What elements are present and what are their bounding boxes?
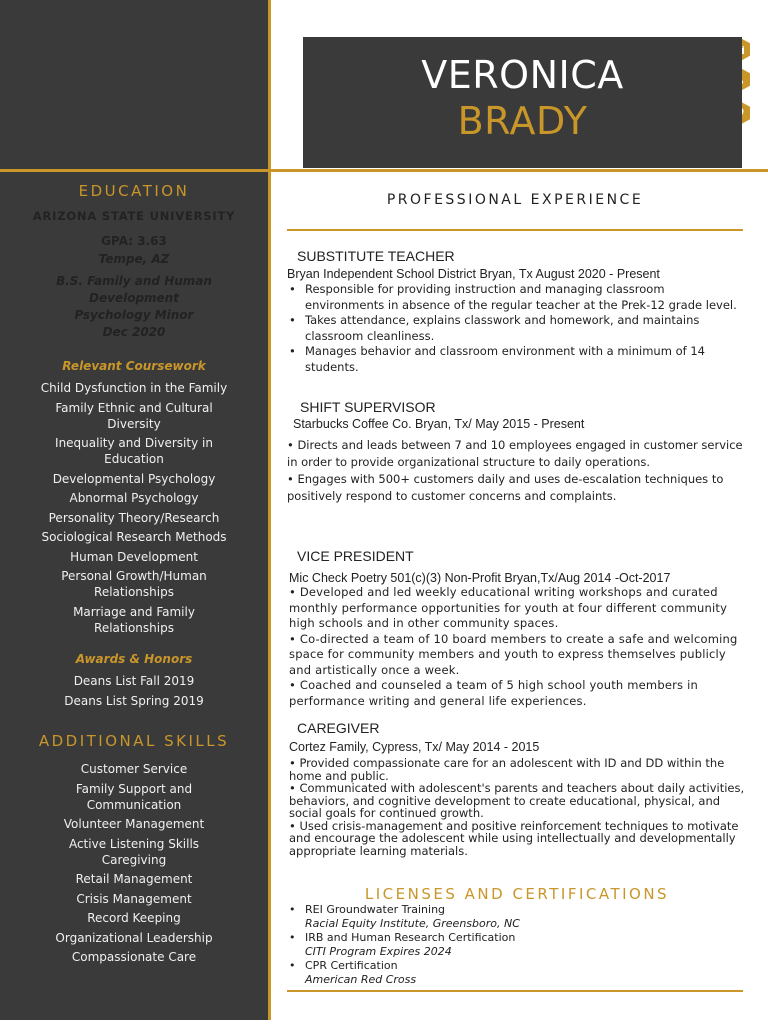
license-issuer: Racial Equity Institute, Greensboro, NC — [305, 917, 520, 930]
coursework-item: Sociological Research Methods — [41, 530, 227, 544]
coursework-item: Personality Theory/Research — [48, 510, 220, 525]
job-substitute-teacher — [287, 248, 747, 375]
coursework-list — [0, 380, 268, 636]
job-bullets — [287, 282, 747, 375]
education-heading: EDUCATION — [78, 182, 190, 200]
skill-item: Record Keeping — [87, 911, 181, 925]
coursework-item: Abnormal Psychology — [69, 491, 199, 505]
name-header — [303, 37, 742, 168]
job-org: Bryan Independent School District Bryan, Tx August 2020 - Present — [287, 267, 660, 281]
skill-item: Crisis Management — [76, 891, 192, 906]
skill-item: Active Listening Skills — [68, 836, 200, 851]
job-bullet: • Responsible for providing instruction and managing classroom environments in absence of the regular teacher at the Prek-12 grade level. — [287, 282, 747, 313]
coursework-item: Human Development — [70, 549, 198, 564]
skill-item: Caregiving — [101, 852, 167, 867]
job-bullet: • Manages behavior and classroom environment with a minimum of 14 students. — [287, 344, 747, 375]
job-bullet: • Coached and counseled a team of 5 high school youth members in performance writing and general life experiences. — [289, 678, 698, 708]
job-vice-president — [287, 548, 747, 709]
award-item: Deans List Spring 2019 — [64, 693, 204, 708]
skill-item: Volunteer Management — [63, 817, 205, 831]
experience-heading: PROFESSIONAL EXPERIENCE — [386, 192, 644, 208]
licenses-heading: LICENSES AND CERTIFICATIONS — [364, 885, 670, 903]
license-issuer: American Red Cross — [305, 973, 417, 986]
job-org: Starbucks Coffee Co. Bryan, Tx/ May 2015 - Present — [293, 417, 585, 431]
coursework-item: Marriage and Family Relationships — [73, 604, 195, 635]
coursework-item: Child Dysfunction in the Family — [40, 381, 228, 395]
job-bullet: • Developed and led weekly educational writing workshops and curated monthly performance opportunities for youth at four different community high schools and in other community spaces. — [289, 585, 728, 630]
job-bullet: • Provided compassionate care for an adolescent with ID and DD within the home and public. — [289, 756, 725, 783]
skills-section — [0, 732, 268, 969]
degree — [0, 273, 268, 341]
job-shift-supervisor — [287, 399, 747, 505]
coursework-item: Developmental Psychology — [52, 471, 216, 486]
coursework-item: Family Ethnic and Cultural Diversity — [55, 400, 213, 431]
coursework-item: Personal Growth/Human Relationships — [61, 569, 207, 599]
vertical-divider — [268, 0, 271, 1020]
degree-line: Dec 2020 — [102, 325, 166, 339]
skill-item: Retail Management — [75, 872, 193, 886]
job-title: SUBSTITUTE TEACHER — [297, 248, 455, 264]
coursework-item: Inequality and Diversity in Education — [55, 436, 213, 466]
awards-list — [0, 673, 268, 709]
gpa: GPA: 3.63 — [101, 234, 167, 248]
licenses-list — [287, 931, 747, 945]
job-org: Mic Check Poetry 501(c)(3) Non-Profit Bryan,Tx/Aug 2014 -Oct-2017 — [289, 571, 671, 585]
job-title: SHIFT SUPERVISOR — [300, 399, 436, 415]
experience-rule — [287, 229, 743, 231]
skill-item: Compassionate Care — [71, 950, 197, 964]
school-name: ARIZONA STATE UNIVERSITY — [32, 209, 236, 223]
education-details — [0, 209, 268, 341]
job-bullet: • Used crisis-management and positive reinforcement techniques to motivate and encourage the adolescent while using intellectually and developmentally appropriate learning materials. — [289, 818, 739, 858]
job-caregiver — [287, 720, 747, 857]
school-location: Tempe, AZ — [98, 252, 170, 266]
skills-heading: ADDITIONAL SKILLS — [38, 732, 230, 750]
job-org: Cortez Family, Cypress, Tx/ May 2014 - 2015 — [289, 740, 540, 754]
job-title: CAREGIVER — [297, 720, 380, 736]
awards-heading: Awards & Honors — [75, 652, 193, 666]
skill-item: Family Support and Communication — [75, 781, 193, 812]
first-name: VERONICA — [421, 53, 624, 97]
licenses-rule — [287, 990, 743, 992]
license-issuer: CITI Program Expires 2024 — [305, 945, 452, 958]
job-bullet: • Communicated with adolescent's parents and teachers about daily activities, behaviors, and cognitive development to create educational, physical, and social goals for continued growth. — [289, 781, 745, 820]
degree-line: B.S. Family and Human — [56, 274, 212, 288]
license-name: • REI Groundwater Training — [287, 903, 747, 917]
license-name: • IRB and Human Research Certification — [287, 931, 747, 945]
skills-list — [0, 761, 268, 965]
last-name: BRADY — [457, 99, 588, 143]
degree-line: Development — [89, 291, 179, 305]
degree-line: Psychology Minor — [74, 308, 194, 322]
job-bullet: • Takes attendance, explains classwork and homework, and maintains classroom cleanliness. — [287, 313, 747, 344]
education-section — [0, 182, 268, 200]
skill-item: Customer Service — [80, 762, 188, 776]
skill-item: Organizational Leadership — [55, 930, 213, 945]
coursework-section — [0, 359, 268, 639]
licenses-list — [287, 903, 747, 917]
horizontal-divider — [0, 169, 768, 172]
award-item: Deans List Fall 2019 — [73, 674, 195, 688]
licenses-list — [287, 959, 747, 973]
license-name: • CPR Certification — [287, 959, 747, 973]
coursework-heading: Relevant Coursework — [62, 359, 206, 373]
awards-section — [0, 652, 268, 712]
job-bullet: • Engages with 500+ customers daily and uses de-escalation techniques to positively respond to customer concerns and complaints. — [287, 472, 724, 503]
licenses-section — [287, 903, 747, 987]
job-bullet: • Directs and leads between 7 and 10 employees engaged in customer service in order to provide organizational structure to daily operations. — [287, 438, 743, 469]
job-title: VICE PRESIDENT — [297, 548, 414, 564]
job-bullet: • Co-directed a team of 10 board members to create a safe and welcoming space for community members and youth to express themselves publicly and artistically once a week. — [289, 631, 738, 677]
